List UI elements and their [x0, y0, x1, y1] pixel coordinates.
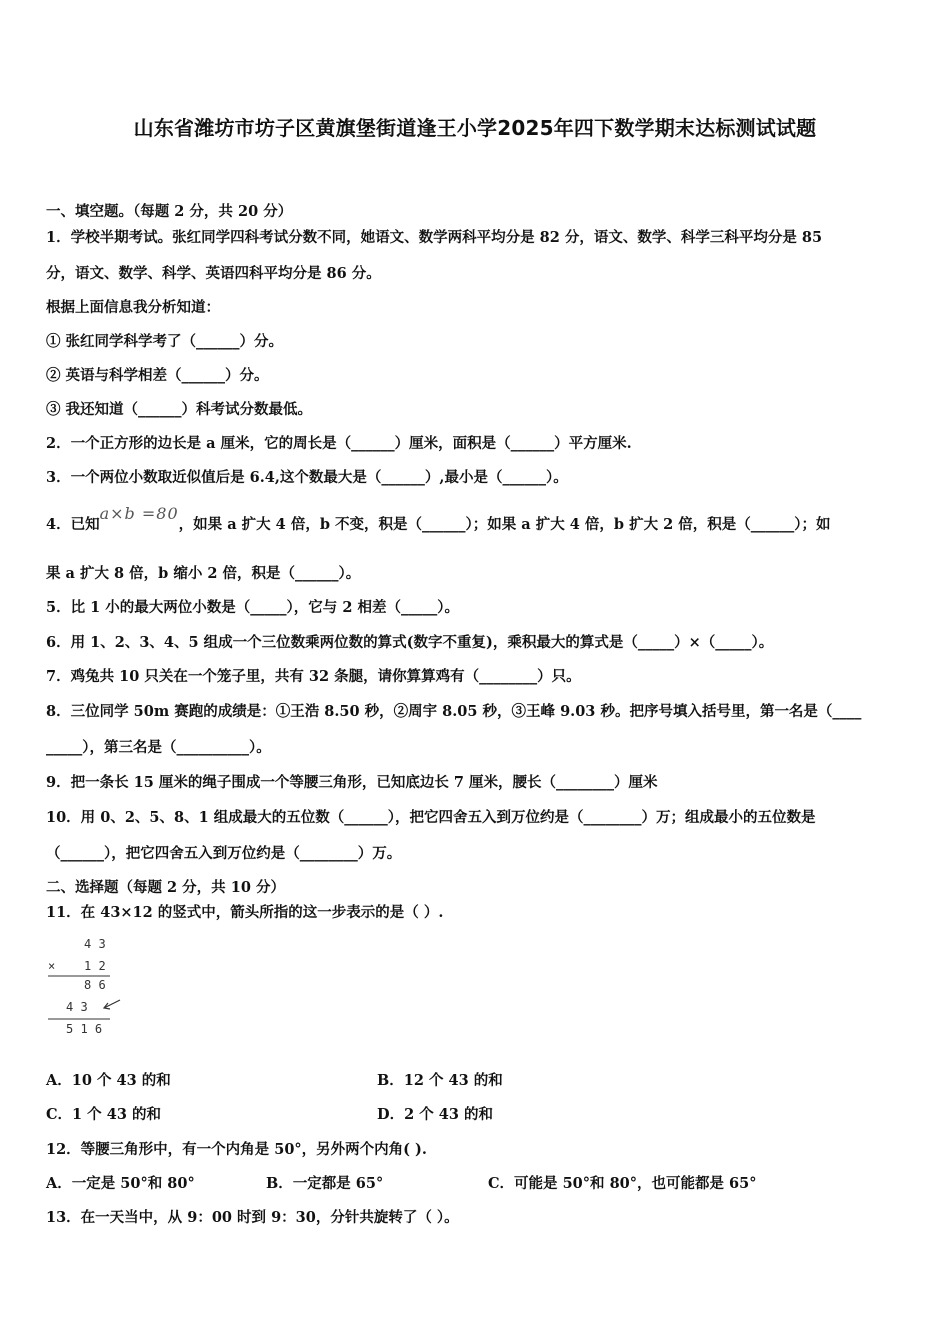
question-4-prefix: 4．已知	[46, 516, 100, 533]
question-10-line-1: 10．用 0、2、5、8、1 组成最大的五位数（______），把它四舍五入到万位约是（________）万；组成最小的五位数是	[46, 809, 816, 826]
question-7: 7．鸡兔共 10 只关在一个笼子里，共有 32 条腿，请你算算鸡有（________）只。	[46, 668, 581, 685]
question-12-option-b: B．一定都是 65°	[266, 1175, 384, 1192]
vertical-multiplication-figure	[44, 934, 134, 1044]
question-4-line-1	[46, 504, 831, 535]
question-12: 12．等腰三角形中，有一个内角是 50°，另外两个内角( ).	[46, 1141, 427, 1158]
question-4-formula: a×b =80	[99, 504, 179, 523]
calc-row-5: 5 1 6	[66, 1022, 103, 1036]
question-4-line-2: 果 a 扩大 8 倍，b 缩小 2 倍，积是（______）。	[46, 565, 361, 582]
section-1-heading: 一、填空题。（每题 2 分，共 20 分）	[46, 203, 293, 220]
question-4-rest: ，如果 a 扩大 4 倍，b 不变，积是（______）；如果 a 扩大 4 倍，b 扩大 2 倍，积是（______）；如	[178, 516, 831, 533]
calc-row-2: 1 2	[84, 959, 106, 973]
question-2: 2．一个正方形的边长是 a 厘米，它的周长是（______）厘米，面积是（______）平方厘米.	[46, 435, 632, 452]
question-6: 6．用 1、2、3、4、5 组成一个三位数乘两位数的算式(数字不重复)，乘积最大的算式是（_____）×（_____）。	[46, 634, 774, 651]
question-11-option-c: C．1 个 43 的和	[46, 1106, 161, 1123]
question-1-part-c: ③ 我还知道（______）科考试分数最低。	[46, 401, 313, 418]
question-11-option-d: D．2 个 43 的和	[377, 1106, 493, 1123]
question-5: 5．比 1 小的最大两位小数是（_____），它与 2 相差（_____）。	[46, 599, 459, 616]
question-1-part-b: ② 英语与科学相差（______）分。	[46, 367, 269, 384]
question-11-option-b: B．12 个 43 的和	[377, 1072, 503, 1089]
question-12-option-c: C．可能是 50°和 80°，也可能都是 65°	[488, 1175, 757, 1192]
question-1-part-a: ① 张红同学科学考了（______）分。	[46, 333, 284, 350]
question-1-line-1: 1．学校半期考试。张红同学四科考试分数不同，她语文、数学两科平均分是 82 分，语文、数学、科学三科平均分是 85	[46, 229, 823, 246]
question-11: 11．在 43×12 的竖式中，箭头所指的这一步表示的是（ ）.	[46, 904, 444, 921]
page-title: 山东省潍坊市坊子区黄旗堡街道逢王小学2025年四下数学期末达标测试试题	[133, 116, 817, 140]
calc-row-1: 4 3	[84, 937, 106, 951]
question-1-line-3: 根据上面信息我分析知道：	[46, 299, 220, 316]
question-11-option-a: A．10 个 43 的和	[46, 1072, 171, 1089]
question-1-line-2: 分，语文、数学、科学、英语四科平均分是 86 分。	[46, 265, 381, 282]
calc-row-3: 8 6	[84, 978, 106, 992]
question-3: 3．一个两位小数取近似值后是 6.4,这个数最大是（______）,最小是（______）。	[46, 469, 568, 486]
section-2-heading: 二、选择题（每题 2 分，共 10 分）	[46, 879, 285, 896]
question-8-line-1: 8．三位同学 50m 赛跑的成绩是：①王浩 8.50 秒，②周宇 8.05 秒，③王峰 9.03 秒。把序号填入括号里，第一名是（____	[46, 703, 862, 720]
question-8-line-2: _____），第三名是（__________）。	[46, 739, 271, 756]
question-13: 13．在一天当中，从 9：00 时到 9：30，分针共旋转了（ ）。	[46, 1209, 459, 1226]
question-12-option-a: A．一定是 50°和 80°	[46, 1175, 195, 1192]
calc-row-4: 4 3	[66, 1000, 88, 1014]
arrow-icon	[104, 1000, 120, 1009]
question-9: 9．把一条长 15 厘米的绳子围成一个等腰三角形，已知底边长 7 厘米，腰长（________）厘米	[46, 774, 658, 791]
question-10-line-2: （______），把它四舍五入到万位约是（________）万。	[46, 845, 402, 862]
calc-multiply-sign: ×	[48, 959, 56, 973]
